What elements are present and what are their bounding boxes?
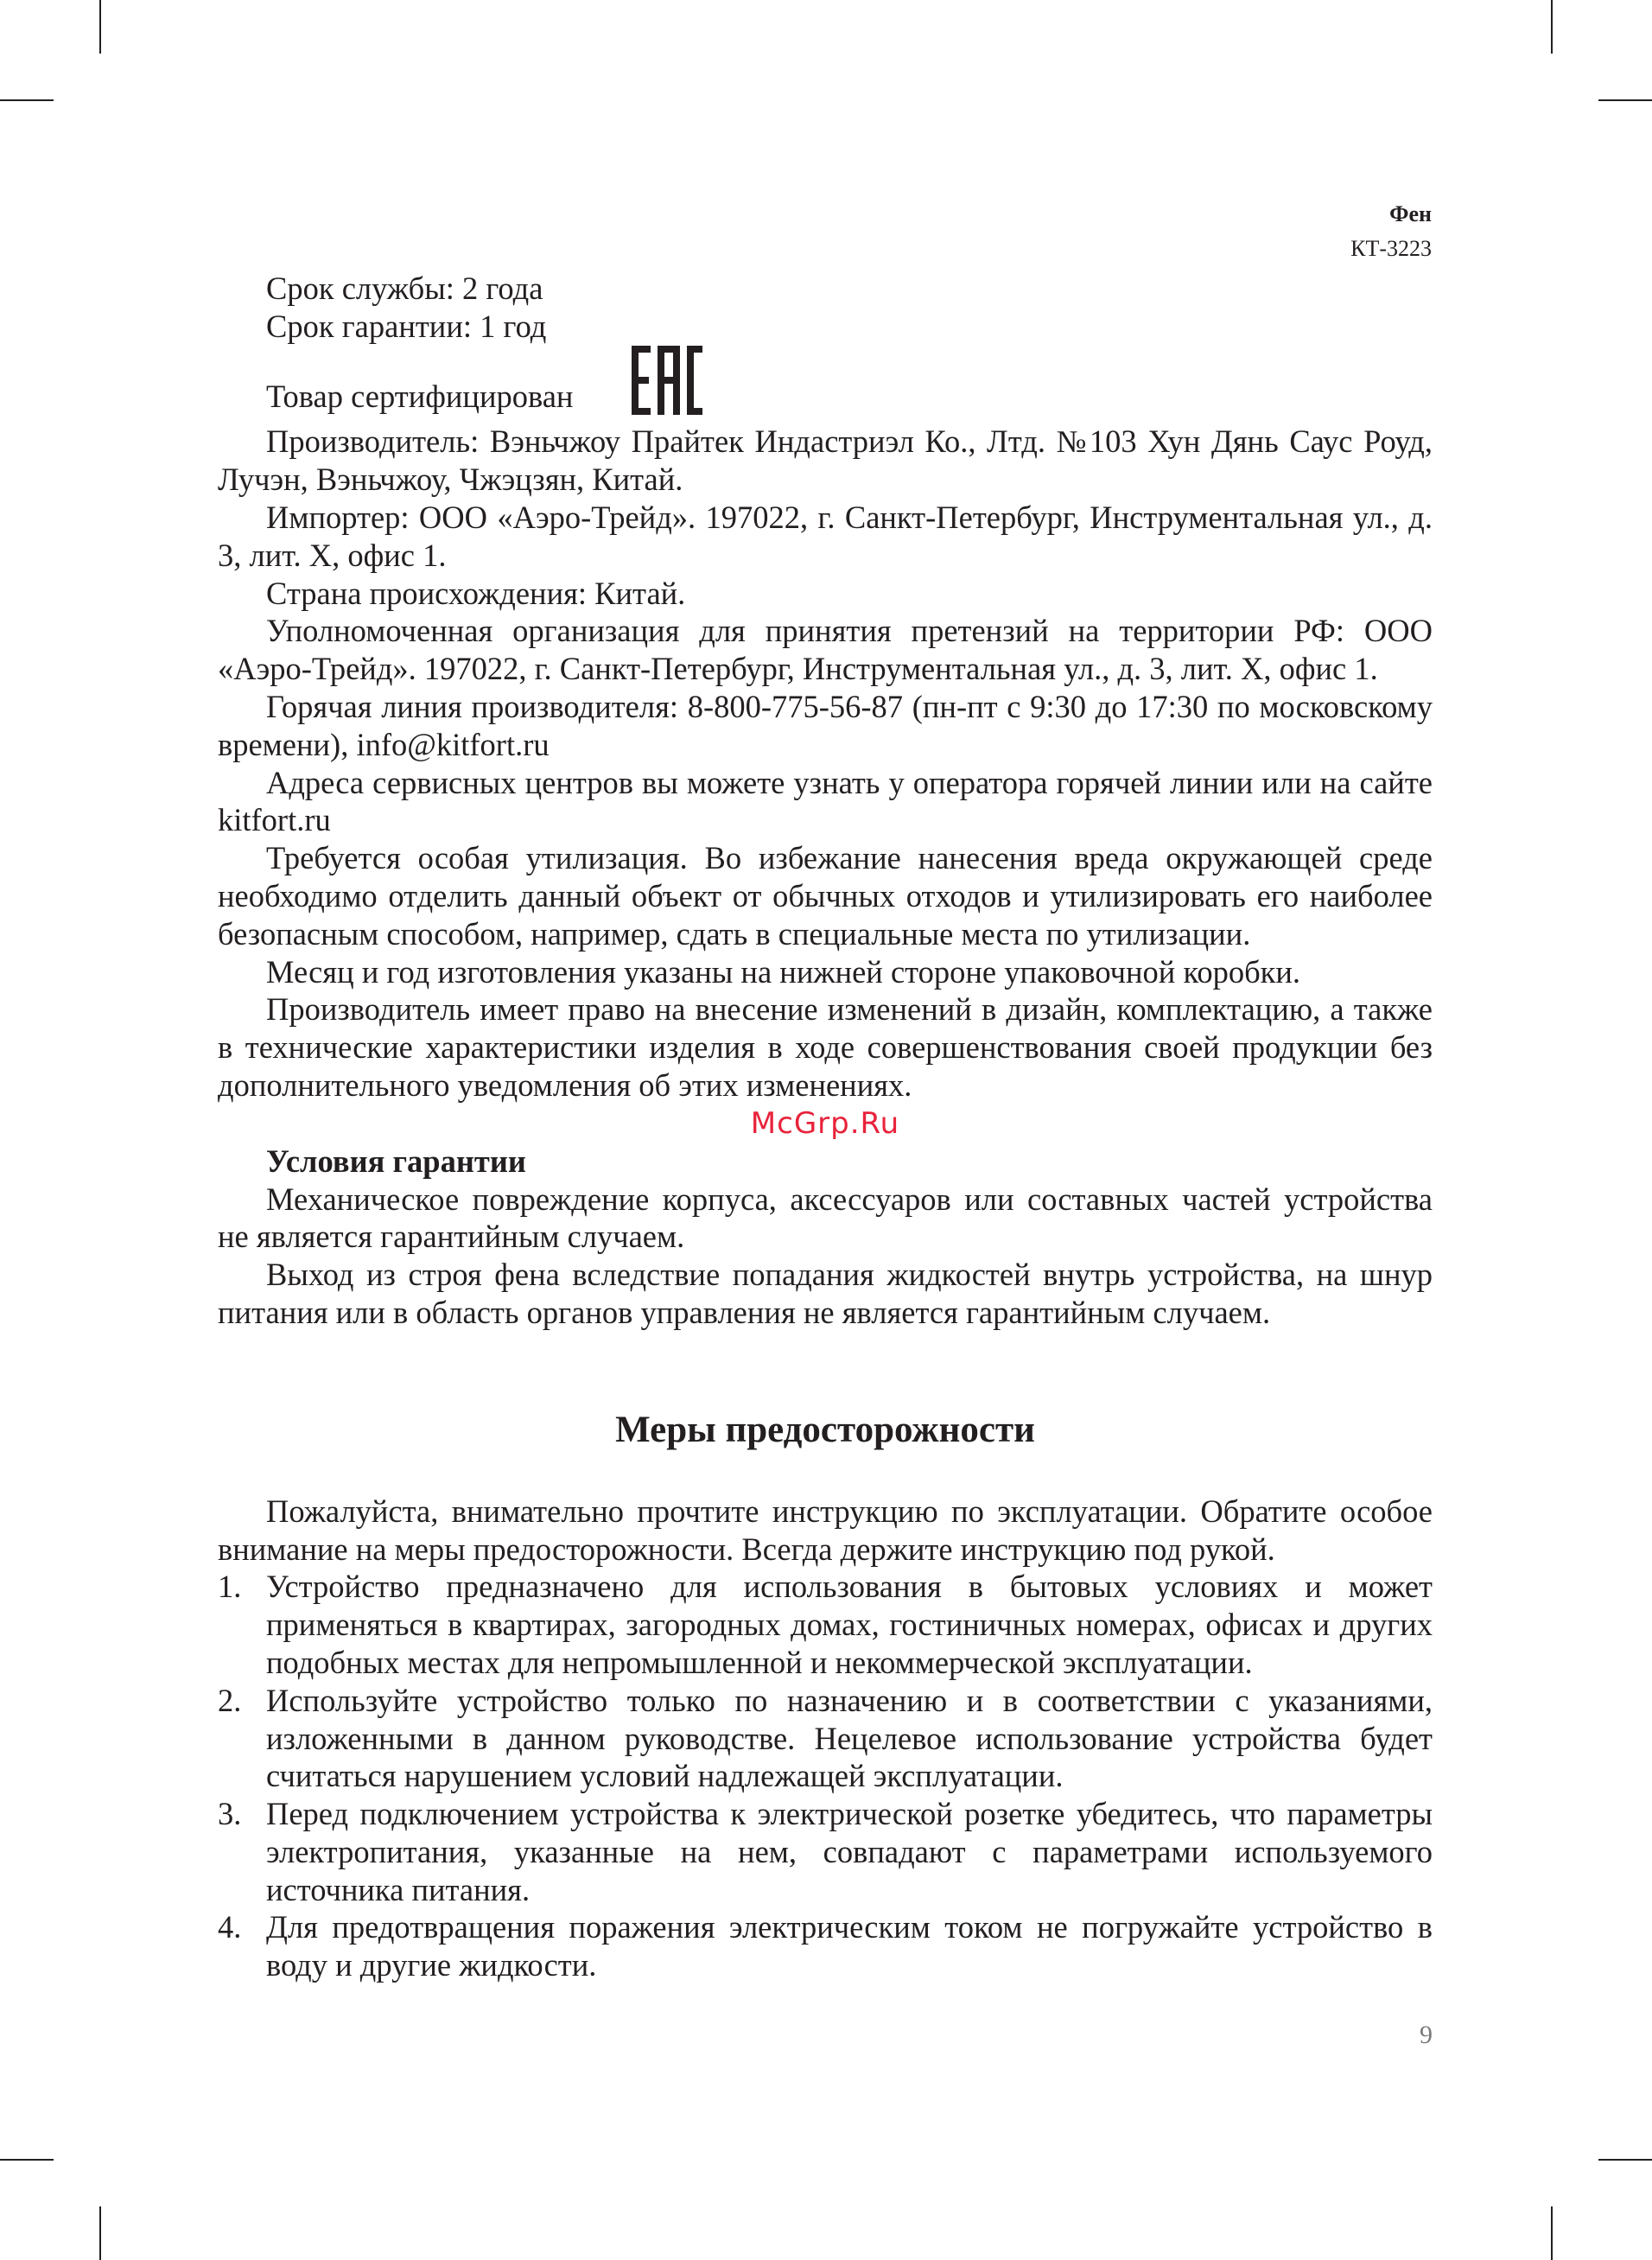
warranty-period: Срок гарантии: 1 год [266,308,547,344]
precautions-list [218,1568,1433,1984]
item-text: Для предотвращения поражения электрическим током не погружайте устройство в воду и другие жидкости. [266,1909,1433,1983]
list-item [218,1682,1433,1795]
importer: Импортер: ООО «Аэро-Трейд». 197022, г. Санкт-Петербург, Инструментальная ул., д. 3, лит. Х, офис 1. [218,499,1433,573]
crop-mark [1598,2159,1652,2161]
certified-line [218,346,1433,423]
country-of-origin: Страна происхождения: Китай. [266,575,686,611]
crop-mark [0,2159,54,2161]
crop-mark [0,99,54,101]
list-item [218,1795,1433,1908]
precautions-intro: Пожалуйста, внимательно прочтите инструкцию по эксплуатации. Обратите особое внимание на меры предосторожности. Всегда держите инструкцию под рукой. [218,1493,1433,1567]
item-text: Перед подключением устройства к электрической розетке убедитесь, что параметры электропитания, указанные на нем, совпадают с параметрами используемого источника питания. [266,1796,1433,1907]
authorized-organization: Уполномоченная организация для принятия претензий на территории РФ: ООО «Аэро-Трейд». 197022, г. Санкт-Петербург, Инструментальная ул., д. 3, лит. Х, офис 1. [218,613,1433,687]
page-body [218,270,1433,1984]
product-name: Фен [1389,201,1432,226]
warranty-heading: Условия гарантии [266,1143,526,1179]
item-text: Используйте устройство только по назначению и в соответствии с указаниями, изложенными в данном руководстве. Нецелевое использование устройства будет считаться нарушением условий надлежащей эксплуатации. [266,1682,1433,1794]
crop-mark [99,2206,101,2260]
service-centers: Адреса сервисных центров вы можете узнать у оператора горячей линии или на сайте kitfort.ru [218,764,1433,838]
item-text: Устройство предназначено для использования в бытовых условиях и может применяться в квартирах, загородных домах, гостиничных номерах, офисах и других подобных местах для непромышленной и некоммерческой эксплуатации. [266,1569,1433,1680]
list-item [218,1568,1433,1681]
manufacturer: Производитель: Вэньчжоу Прайтек Индастриэл Ко., Лтд. №103 Хун Дянь Саус Роуд, Лучэн, Вэньчжоу, Чжэцзян, Китай. [218,423,1433,498]
section-title: Меры предосторожности [615,1409,1035,1450]
page-header [1350,197,1432,266]
disposal: Требуется особая утилизация. Во избежание нанесения вреда окружающей среде необходимо отделить данный объект от обычных отходов и утилизировать его наиболее безопасным способом, например, сдать в специальные места по утилизации. [218,840,1433,952]
service-life: Срок службы: 2 года [266,271,543,306]
crop-mark [1598,99,1652,101]
warranty-paragraph: Выход из строя фена вследствие попадания жидкостей внутрь устройства, на шнур питания или в область органов управления не является гарантийным случаем. [218,1257,1433,1330]
certified-label: Товар сертифицирован [266,378,574,414]
model-number: КТ-3223 [1350,236,1432,261]
design-changes: Производитель имеет право на внесение изменений в дизайн, комплектацию, а также в технические характеристики изделия в ходе совершенствования своей продукции без дополнительного уведомления об этих изменениях. [218,991,1433,1103]
item-number: 4. [218,1909,242,1945]
crop-mark [1551,2206,1553,2260]
crop-mark [99,0,101,54]
list-item [218,1908,1433,1984]
watermark: McGrp.Ru [750,1105,900,1141]
production-date: Месяц и год изготовления указаны на нижней стороне упаковочной коробки. [266,953,1301,990]
item-number: 3. [218,1796,242,1832]
page-number: 9 [1420,2021,1433,2049]
hotline: Горячая линия производителя: 8-800-775-56-87 (пн-пт с 9:30 до 17:30 по московскому времени), info@kitfort.ru [218,688,1433,762]
crop-mark [1551,0,1553,54]
eac-mark-icon [583,346,702,423]
item-number: 1. [218,1569,242,1605]
warranty-paragraph: Механическое повреждение корпуса, аксессуаров или составных частей устройства не является гарантийным случаем. [218,1181,1433,1255]
item-number: 2. [218,1682,242,1718]
